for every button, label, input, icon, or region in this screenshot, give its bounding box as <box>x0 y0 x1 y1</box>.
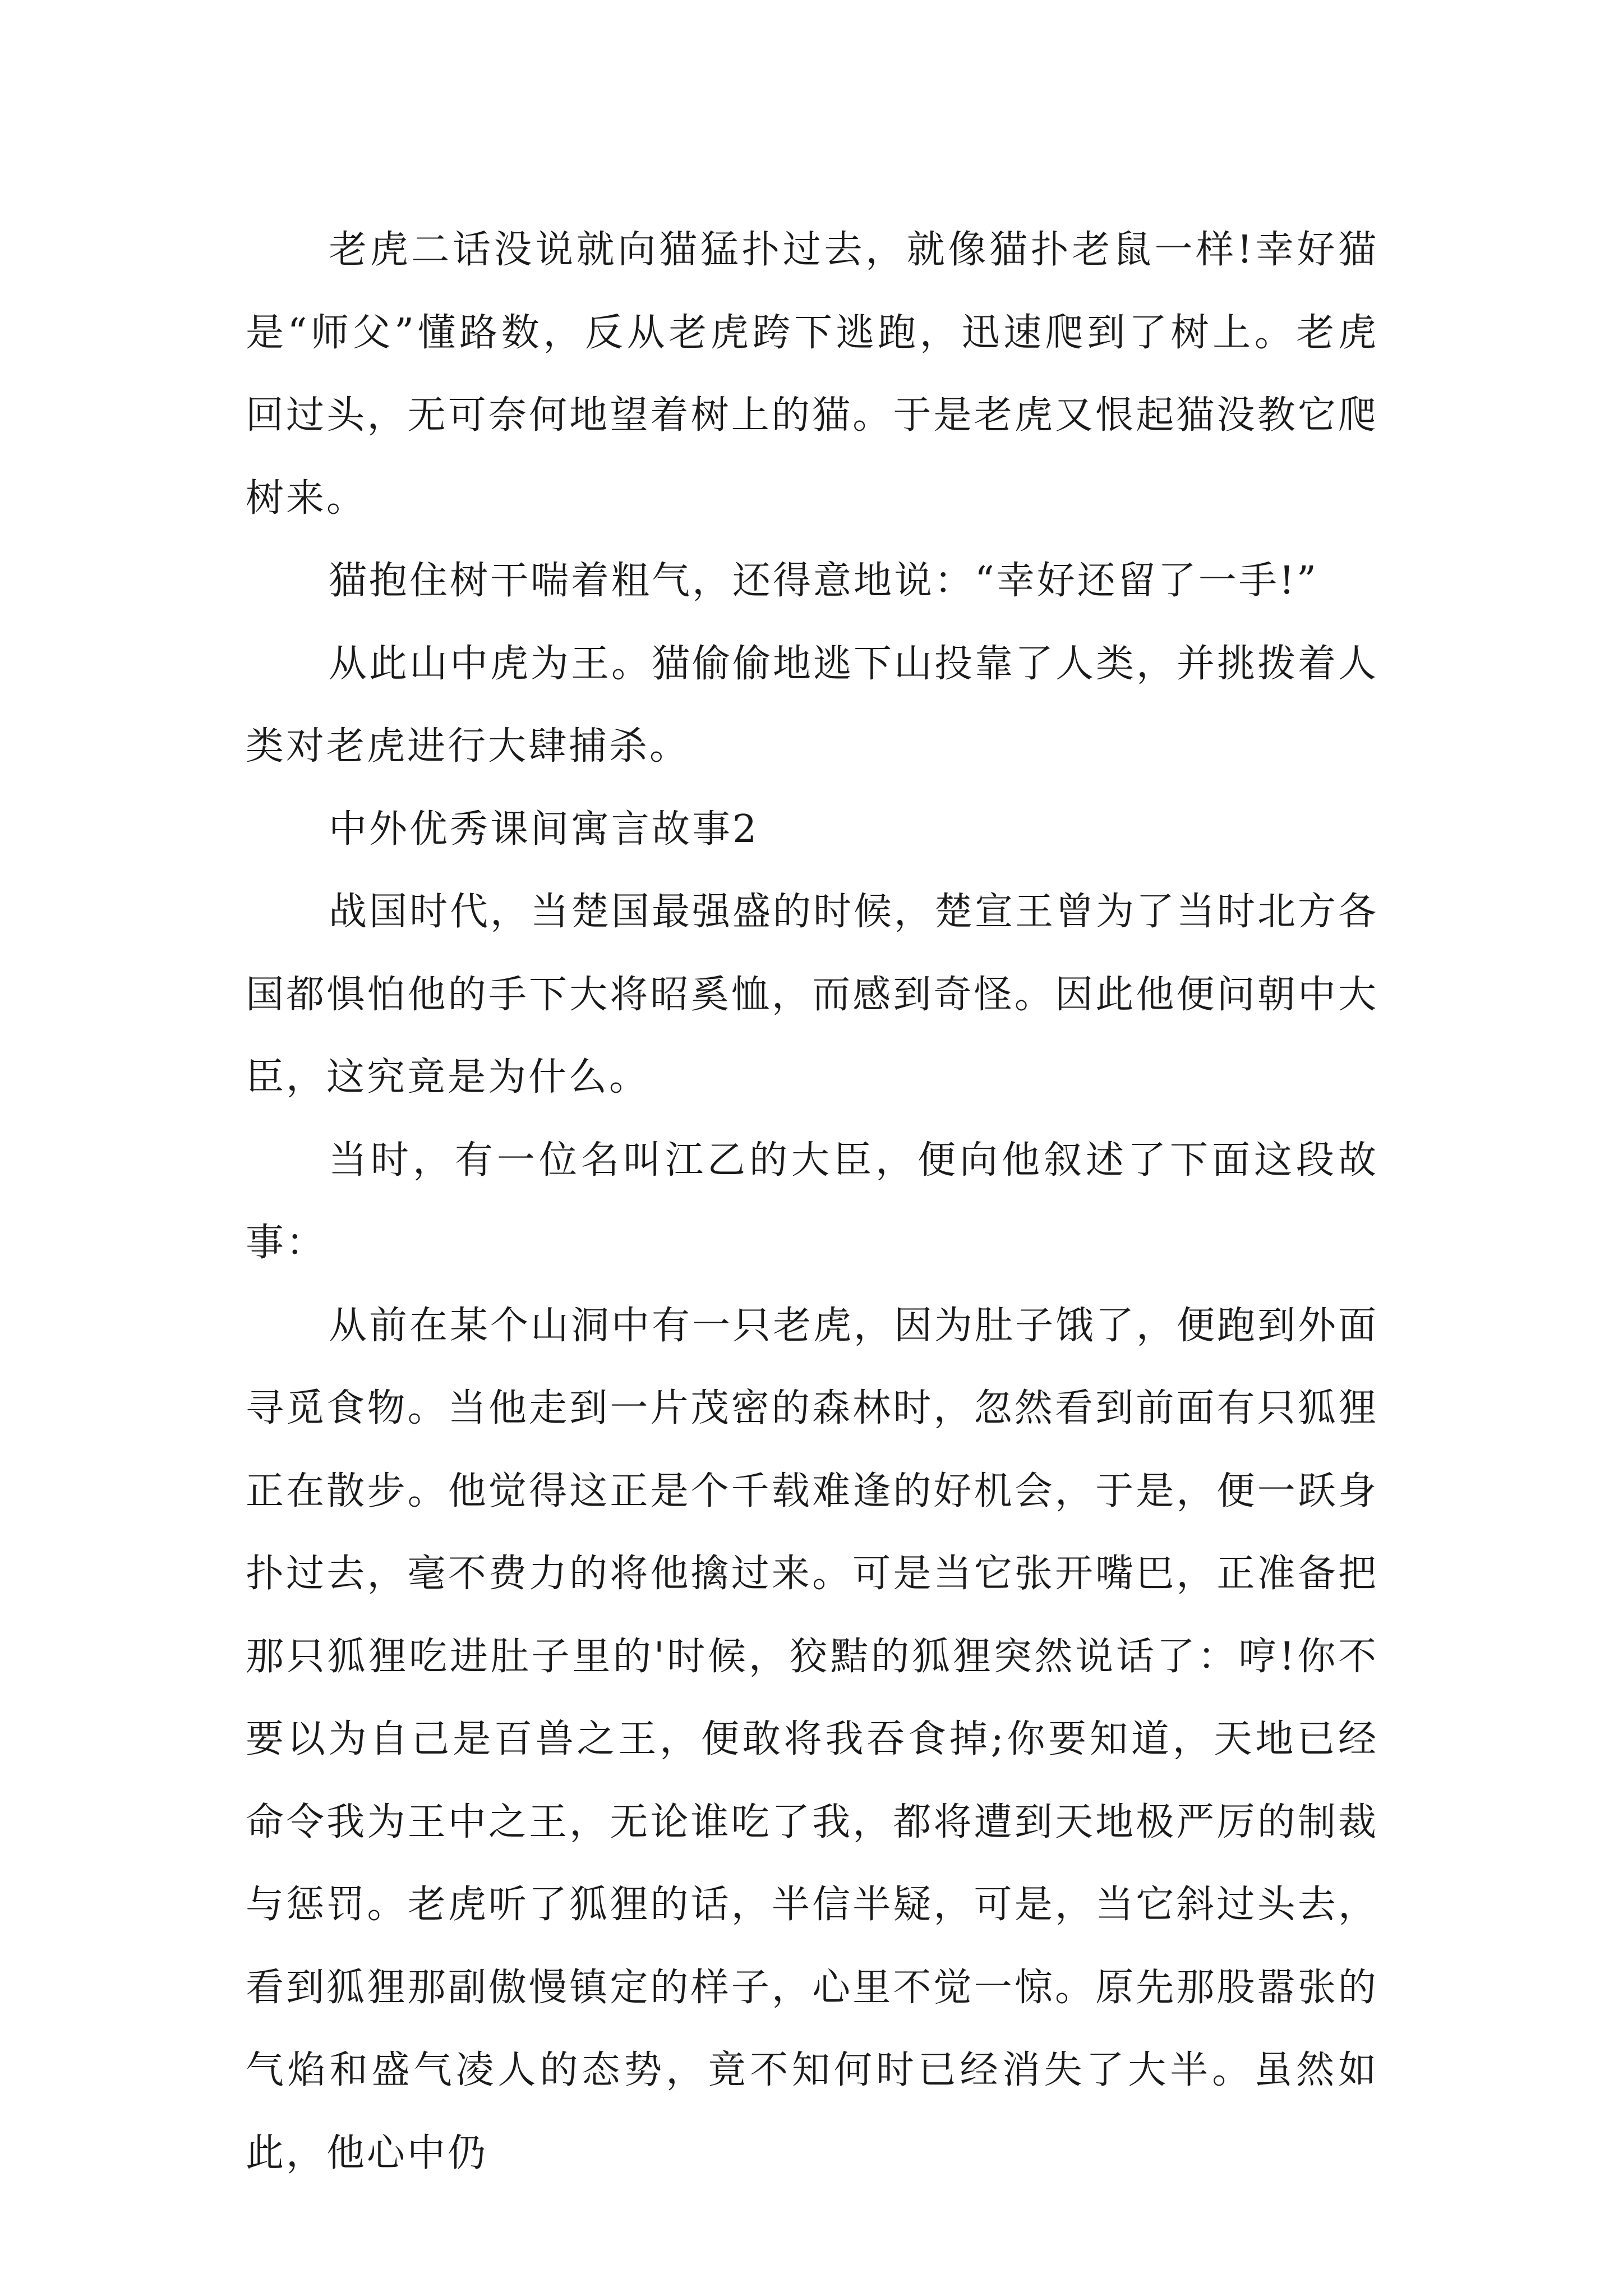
paragraph-2: 猫抱住树干喘着粗气，还得意地说：“幸好还留了一手!” <box>329 559 1318 603</box>
paragraph-3: 从此山中虎为王。猫偷偷地逃下山投靠了人类，并挑拨着人类对老虎进行大肆捕杀。 <box>246 641 1379 769</box>
paragraph-6: 从前在某个山洞中有一只老虎，因为肚子饿了，便跑到外面寻觅食物。当他走到一片茂密的森林时，忽然看到前面有只狐狸正在散步。他觉得这正是个千载难逢的好机会，于是，便一跃身扑过去，毫不费力的将他擒过来。可是当它张开嘴巴，正准备把那只狐狸吃进肚子里的'时候，狡黠的狐狸突然说话了：哼!你不要以为自己是百兽之王，便敢将我吞食掉;你要知道，天地已经命令我为王中之王，无论谁吃了我，都将遭到天地极严厉的制裁与惩罚。老虎听了狐狸的话，半信半疑，可是，当它斜过头去，看到狐狸那副傲慢镇定的样子，心里不觉一惊。原先那股嚣张的气焰和盛气凌人的态势，竟不知何时已经消失了大半。虽然如此，他心中仍 <box>246 1303 1379 2175</box>
document-body <box>246 209 1378 2194</box>
paragraph-4: 战国时代，当楚国最强盛的时候，楚宣王曾为了当时北方各国都惧怕他的手下大将昭奚恤，而感到奇怪。因此他便问朝中大臣，这究竟是为什么。 <box>246 890 1379 1099</box>
paragraph-1: 老虎二话没说就向猫猛扑过去，就像猫扑老鼠一样!幸好猫是“师父”懂路数，反从老虎跨下逃跑，迅速爬到了树上。老虎回过头，无可奈何地望着树上的猫。于是老虎又恨起猫没教它爬树来。 <box>246 228 1378 521</box>
paragraph-5: 当时，有一位名叫江乙的大臣，便向他叙述了下面这段故事： <box>246 1138 1378 1265</box>
section-heading: 中外优秀课间寓言故事2 <box>329 807 759 852</box>
